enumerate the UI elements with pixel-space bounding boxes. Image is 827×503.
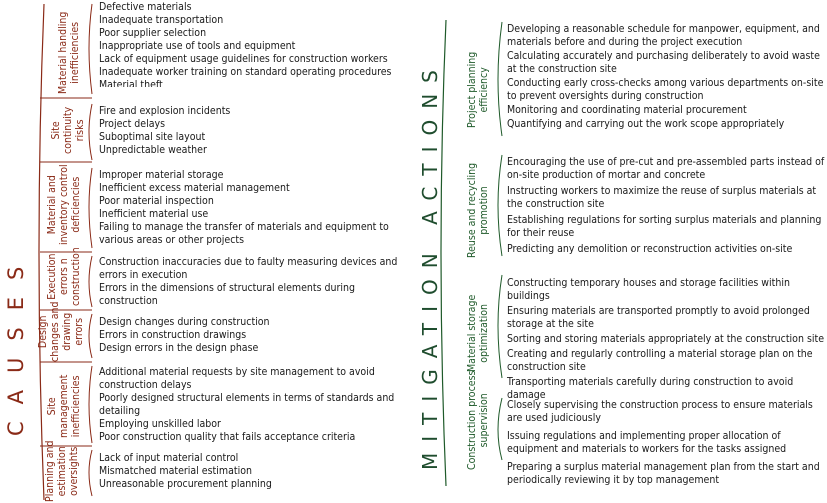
cause-list-inventory-control bbox=[99, 169, 389, 247]
list-item: Inefficient material use bbox=[99, 208, 209, 220]
list-item: Additional material requests by site management to avoid bbox=[99, 366, 375, 378]
list-item: Sorting and storing materials appropriately at the construction site bbox=[507, 333, 825, 345]
list-item: Design errors in the design phase bbox=[99, 342, 259, 354]
list-item: Improper material storage bbox=[99, 169, 224, 181]
list-item: Suboptimal site layout bbox=[99, 131, 206, 143]
cause-category-design-changes: Design changes and drawing errors bbox=[37, 301, 85, 362]
list-item: Inadequate worker training on standard operating procedures bbox=[99, 66, 392, 78]
list-item: Ensuring materials are transported promptly to avoid prolonged storage at the site bbox=[507, 305, 810, 330]
list-item: Quantifying and carrying out the work scope appropriately bbox=[507, 118, 785, 130]
list-item: Closely supervising the construction process to ensure materials are used judiciously bbox=[507, 399, 813, 424]
mitigation-main-bracket bbox=[441, 20, 446, 486]
list-item: Establishing regulations for sorting surplus materials and planning for their reuse bbox=[507, 214, 822, 239]
list-item: Project delays bbox=[99, 118, 166, 130]
list-item: Mismatched material estimation bbox=[99, 465, 252, 477]
list-item: Material theft bbox=[99, 79, 163, 87]
list-item: Defective materials bbox=[99, 1, 192, 13]
list-item: detailing bbox=[99, 405, 141, 417]
mitigation-category-process-supervision: Construction process supervision bbox=[466, 370, 490, 470]
cause-list-site-management bbox=[99, 366, 394, 444]
cause-list-design-changes bbox=[99, 316, 270, 355]
list-item: Preparing a surplus material management plan from the start and periodically reviewing it by top management bbox=[507, 461, 820, 486]
list-item: Calculating accurately and purchasing deliberately to avoid waste at the construction site bbox=[507, 50, 820, 75]
list-item: Errors in the dimensions of structural elements during bbox=[99, 282, 356, 294]
list-item: Constructing temporary houses and storage facilities within buildings bbox=[507, 277, 790, 302]
list-item: construction delays bbox=[99, 379, 192, 391]
list-item: Encouraging the use of pre-cut and pre-assembled parts instead of on-site production of mortar and concrete bbox=[507, 156, 825, 181]
mitigation-list-process-supervision bbox=[507, 399, 825, 487]
cause-category-execution-errors: Execution errors n construction bbox=[46, 247, 82, 306]
list-item: Issuing regulations and implementing proper allocation of equipment and materials to workers for the tasks assigned bbox=[507, 430, 787, 455]
list-item: Design changes during construction bbox=[99, 316, 270, 328]
list-item: Construction inaccuracies due to faulty measuring devices and bbox=[99, 256, 398, 268]
list-item: Poorly designed structural elements in terms of standards and bbox=[99, 392, 395, 404]
mitigation-list-material-storage bbox=[507, 277, 825, 402]
list-item: Transporting materials carefully during construction to avoid damage bbox=[507, 376, 794, 401]
mitigation-list-project-planning bbox=[507, 23, 825, 131]
cause-category-planning-estimation: Planning and estimation oversights bbox=[44, 440, 80, 502]
list-item: Developing a reasonable schedule for manpower, equipment, and materials before and during the project execution bbox=[507, 23, 820, 48]
cause-list-material-handling bbox=[99, 1, 391, 87]
list-item: construction bbox=[99, 295, 158, 307]
mitigation-category-reuse-recycling: Reuse and recycling promotion bbox=[466, 162, 490, 258]
list-item: Errors in construction drawings bbox=[99, 329, 247, 341]
list-item: Monitoring and coordinating material procurement bbox=[507, 104, 747, 116]
cause-category-inventory-control: Material and inventory control deficiencies bbox=[46, 164, 82, 245]
list-item: errors in execution bbox=[99, 269, 188, 281]
list-item: Creating and regularly controlling a material storage plan on the construction site bbox=[507, 348, 813, 373]
list-item: Fire and explosion incidents bbox=[99, 105, 231, 117]
list-item: Employing unskilled labor bbox=[99, 418, 221, 430]
list-item: Lack of equipment usage guidelines for construction workers bbox=[99, 53, 388, 65]
list-item: Poor construction quality that fails acceptance criteria bbox=[99, 431, 356, 443]
list-item: Inefficient excess material management bbox=[99, 182, 290, 194]
mitigation-category-material-storage: Material storage optimization bbox=[466, 294, 490, 372]
list-item: Failing to manage the transfer of materials and equipment to bbox=[99, 221, 389, 233]
mitigation-actions-title: MITIGATION ACTIONS bbox=[418, 59, 442, 470]
causes-title: CAUSES bbox=[4, 249, 28, 436]
list-item: various areas or other projects bbox=[99, 234, 245, 246]
list-item: Poor supplier selection bbox=[99, 27, 207, 39]
list-item: Inadequate transportation bbox=[99, 14, 224, 26]
mitigation-list-reuse-recycling bbox=[507, 156, 825, 256]
list-item: Conducting early cross-checks among various departments on-site to prevent oversights during construction bbox=[507, 77, 824, 102]
cause-category-material-handling: Material handling inefficiencies bbox=[57, 11, 81, 94]
cause-list-execution-errors bbox=[99, 256, 397, 308]
list-item: Inappropriate use of tools and equipment bbox=[99, 40, 296, 52]
list-item: Poor material inspection bbox=[99, 195, 214, 207]
list-item: Predicting any demolition or reconstruction activities on-site bbox=[507, 243, 793, 255]
list-item: Unpredictable weather bbox=[99, 144, 207, 156]
cause-category-site-continuity: Site continuity risks bbox=[50, 106, 86, 154]
list-item: Unreasonable procurement planning bbox=[99, 478, 272, 490]
cause-list-planning-estimation bbox=[99, 452, 272, 491]
list-item: Lack of input material control bbox=[99, 452, 239, 464]
mitigation-category-project-planning: Project planning efficiency bbox=[466, 51, 490, 128]
list-item: Instructing workers to maximize the reuse of surplus materials at the construction site bbox=[507, 185, 817, 210]
cause-list-site-continuity bbox=[99, 105, 230, 157]
cause-category-site-management: Site management inefficiencies bbox=[46, 374, 82, 438]
